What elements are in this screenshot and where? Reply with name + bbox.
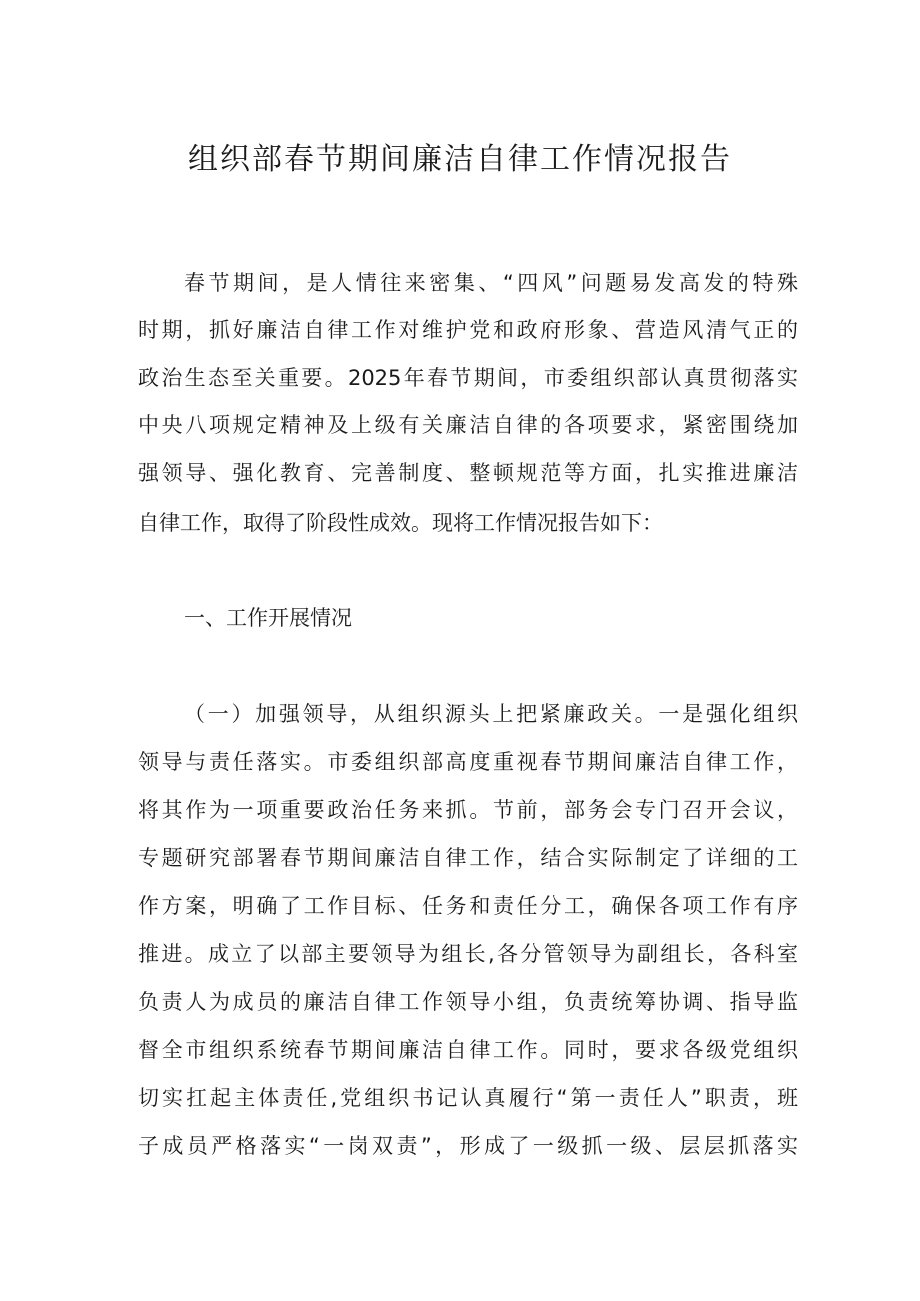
intro-line: 政治生态至关重要。2025年春节期间，市委组织部认真贯彻落实 bbox=[138, 366, 798, 390]
section-heading: 一、工作开展情况 bbox=[184, 606, 352, 630]
intro-line: 时期，抓好廉洁自律工作对维护党和政府形象、营造风清气正的 bbox=[138, 318, 798, 342]
intro-line: 中央八项规定精神及上级有关廉洁自律的各项要求，紧密围绕加 bbox=[138, 413, 798, 437]
section-body-line: 子成员严格落实“一岗双责”，形成了一级抓一级、层层抓落实 bbox=[138, 1134, 798, 1158]
section-body-line: （一）加强领导，从组织源头上把紧廉政关。一是强化组织 bbox=[184, 702, 798, 726]
intro-line: 强领导、强化教育、完善制度、整顿规范等方面，扎实推进廉洁 bbox=[138, 461, 798, 485]
section-body-line: 负责人为成员的廉洁自律工作领导小组，负责统筹协调、指导监 bbox=[138, 990, 798, 1014]
section-body-line: 领导与责任落实。市委组织部高度重视春节期间廉洁自律工作， bbox=[138, 750, 798, 774]
section-body-line: 切实扛起主体责任,党组织书记认真履行“第一责任人”职责，班 bbox=[138, 1086, 798, 1110]
document-title: 组织部春节期间廉洁自律工作情况报告 bbox=[188, 142, 732, 177]
section-body-line: 专题研究部署春节期间廉洁自律工作，结合实际制定了详细的工 bbox=[138, 846, 798, 870]
section-body-line: 督全市组织系统春节期间廉洁自律工作。同时，要求各级党组织 bbox=[138, 1038, 798, 1062]
intro-line: 自律工作，取得了阶段性成效。现将工作情况报告如下： bbox=[138, 511, 663, 535]
intro-line: 春节期间，是人情往来密集、“四风”问题易发高发的特殊 bbox=[184, 271, 798, 295]
section-body-line: 作方案，明确了工作目标、任务和责任分工，确保各项工作有序 bbox=[138, 894, 798, 918]
section-body-line: 推进。成立了以部主要领导为组长,各分管领导为副组长，各科室 bbox=[138, 942, 798, 966]
section-body-line: 将其作为一项重要政治任务来抓。节前，部务会专门召开会议， bbox=[138, 798, 798, 822]
